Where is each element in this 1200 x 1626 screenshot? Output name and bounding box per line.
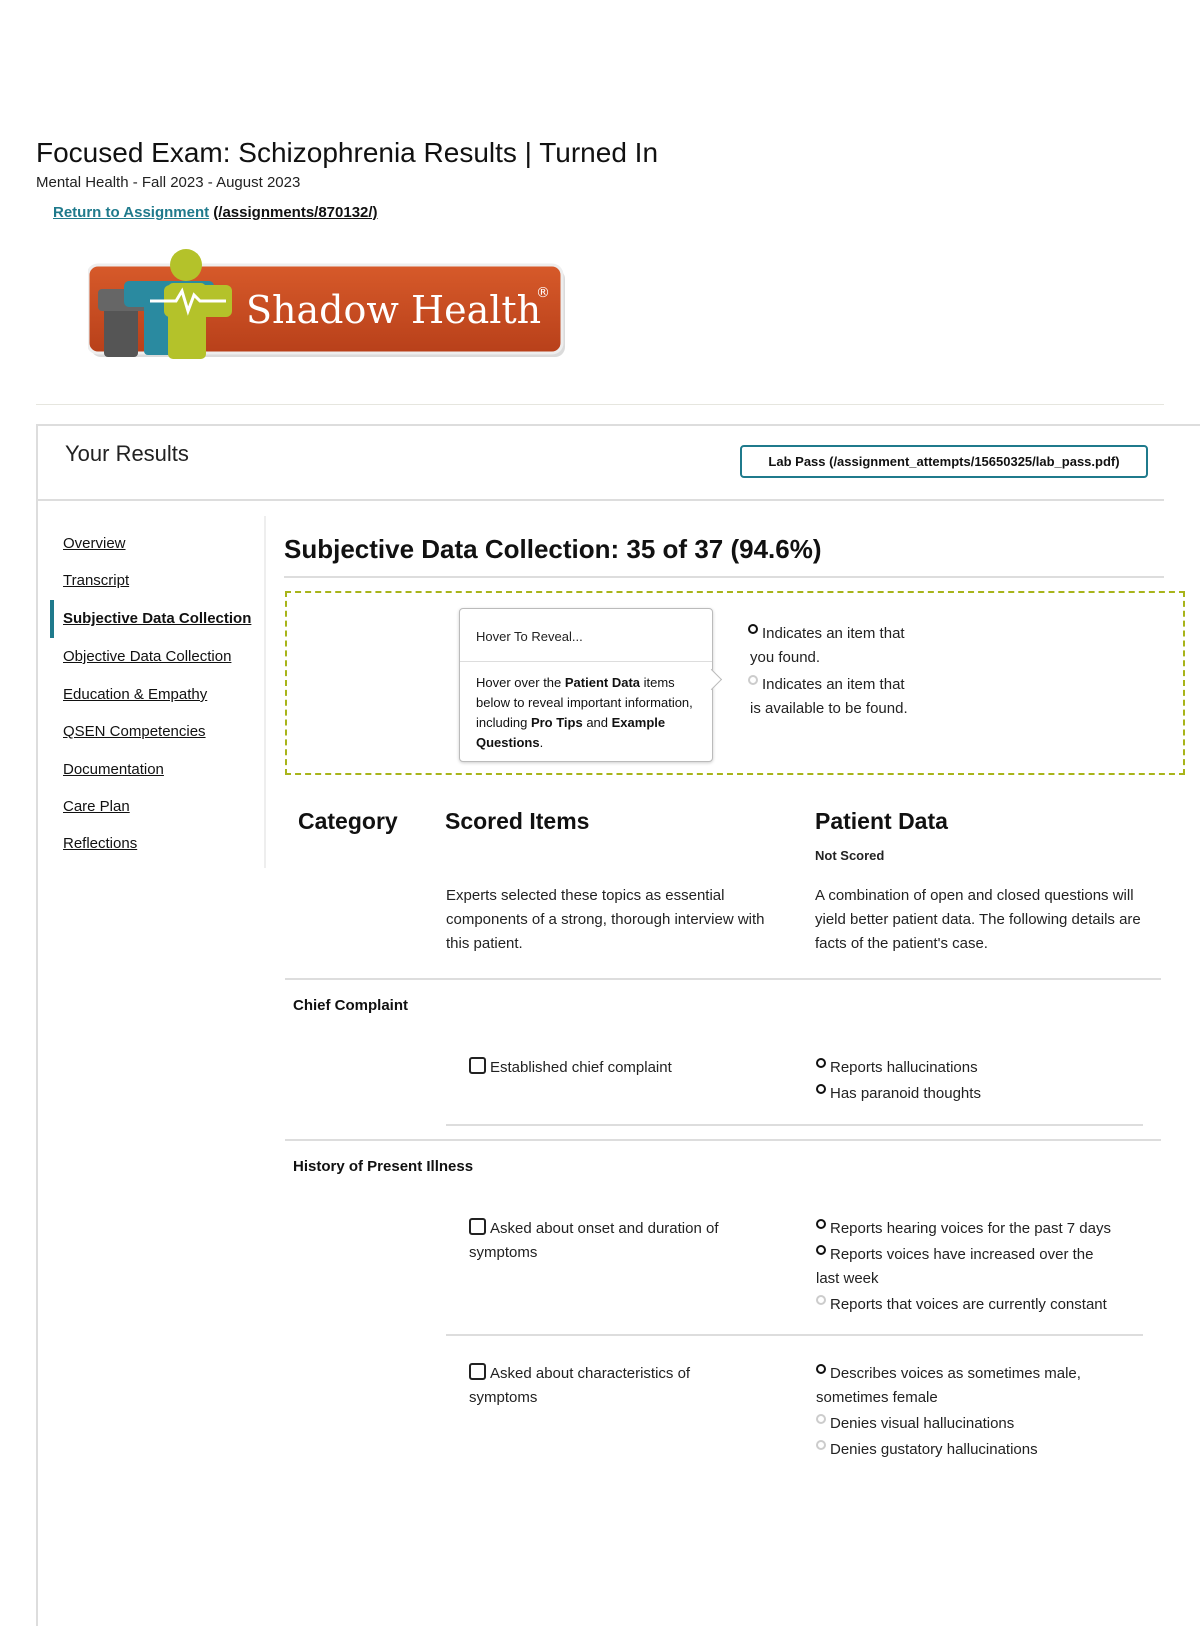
found-dot-icon	[816, 1219, 826, 1229]
patient-data-item[interactable]: Reports hearing voices for the past 7 days	[816, 1217, 1146, 1241]
nav-subjective-data-collection[interactable]: Subjective Data Collection	[63, 610, 252, 627]
found-dot-icon	[816, 1245, 826, 1255]
scored-item: Established chief complaint	[469, 1056, 769, 1080]
checkbox-icon	[469, 1218, 486, 1235]
shadow-health-logo	[88, 245, 568, 375]
nav-objective-data-collection[interactable]: Objective Data Collection	[63, 648, 232, 665]
lab-pass-button[interactable]: Lab Pass (/assignment_attempts/15650325/lab_pass.pdf)	[740, 445, 1148, 478]
legend-found-line2: you found.	[750, 649, 821, 666]
found-dot-icon	[816, 1058, 826, 1068]
category-divider	[285, 978, 1161, 980]
nav-documentation[interactable]: Documentation	[63, 761, 164, 778]
legend-box	[285, 591, 1185, 775]
section-title: Subjective Data Collection: 35 of 37 (94.6%)	[284, 534, 822, 564]
nav-qsen-competencies[interactable]: QSEN Competencies	[63, 723, 206, 740]
available-dot-icon	[816, 1440, 826, 1450]
patient-data-list	[816, 1217, 1146, 1319]
side-nav	[36, 516, 266, 868]
column-scored-items: Scored Items	[445, 808, 590, 834]
patient-data-list	[816, 1362, 1146, 1464]
nav-reflections[interactable]: Reflections	[63, 835, 138, 852]
legend-found: Indicates an item that	[748, 622, 905, 646]
hover-card-divider	[460, 661, 712, 662]
results-divider	[36, 499, 1164, 501]
patient-data-list	[816, 1056, 1146, 1108]
found-dot-icon	[748, 624, 758, 634]
patient-data-item[interactable]: Reports voices have increased over the last week	[816, 1246, 1094, 1287]
legend-available: Indicates an item that	[748, 673, 905, 697]
patient-data-description: A combination of open and closed questions will yield better patient data. The following details are facts of the patient's case.	[815, 887, 1141, 952]
row-divider	[446, 1334, 1143, 1336]
found-dot-icon	[816, 1084, 826, 1094]
patient-data-item[interactable]: Describes voices as sometimes male, sometimes female	[816, 1365, 1081, 1406]
scored-items-description: Experts selected these topics as essential components of a strong, thorough interview with this patient.	[446, 887, 765, 952]
page-title: Focused Exam: Schizophrenia Results | Turned In	[36, 137, 659, 168]
category-chief-complaint: Chief Complaint	[293, 997, 408, 1014]
course-subtitle: Mental Health - Fall 2023 - August 2023	[36, 174, 301, 191]
column-patient-data: Patient Data	[815, 808, 948, 834]
results-title: Your Results	[65, 441, 189, 466]
available-dot-icon	[816, 1414, 826, 1424]
row-divider	[446, 1124, 1143, 1126]
return-link-label[interactable]: Return to Assignment	[53, 204, 210, 221]
hover-to-reveal-card	[459, 608, 713, 762]
return-to-assignment-link[interactable]	[53, 204, 378, 221]
checkbox-icon	[469, 1363, 486, 1380]
column-category: Category	[298, 808, 398, 834]
logo-wordmark: Shadow Health	[246, 288, 542, 332]
available-dot-icon	[816, 1295, 826, 1305]
legend-available-line2: is available to be found.	[750, 700, 908, 717]
section-divider	[284, 576, 1164, 578]
patient-data-item[interactable]: Has paranoid thoughts	[816, 1082, 1146, 1106]
hover-card-text: Hover over the Patient Data items below to reveal important information, including Pro Tips and Example Questions.	[476, 675, 693, 750]
patient-data-item[interactable]: Denies gustatory hallucinations	[816, 1438, 1146, 1462]
nav-education-empathy[interactable]: Education & Empathy	[63, 686, 208, 703]
found-dot-icon	[816, 1364, 826, 1374]
not-scored-label: Not Scored	[815, 848, 885, 863]
scored-item: Asked about characteristics of symptoms	[469, 1365, 691, 1406]
category-divider	[285, 1139, 1161, 1141]
category-history-of-present-illness: History of Present Illness	[293, 1158, 474, 1175]
nav-care-plan[interactable]: Care Plan	[63, 798, 130, 815]
nav-overview[interactable]: Overview	[63, 535, 126, 552]
divider	[36, 404, 1164, 405]
scored-item: Asked about onset and duration of symptoms	[469, 1220, 719, 1261]
nav-transcript[interactable]: Transcript	[63, 572, 130, 589]
patient-data-item[interactable]: Reports that voices are currently constant	[816, 1293, 1146, 1317]
patient-data-item[interactable]: Reports hallucinations	[816, 1056, 1146, 1080]
return-link-path[interactable]: (/assignments/870132/)	[213, 204, 378, 221]
svg-text:®: ®	[536, 285, 550, 301]
hover-card-title: Hover To Reveal...	[476, 629, 583, 644]
patient-data-item[interactable]: Denies visual hallucinations	[816, 1412, 1146, 1436]
available-dot-icon	[748, 675, 758, 685]
checkbox-icon	[469, 1057, 486, 1074]
